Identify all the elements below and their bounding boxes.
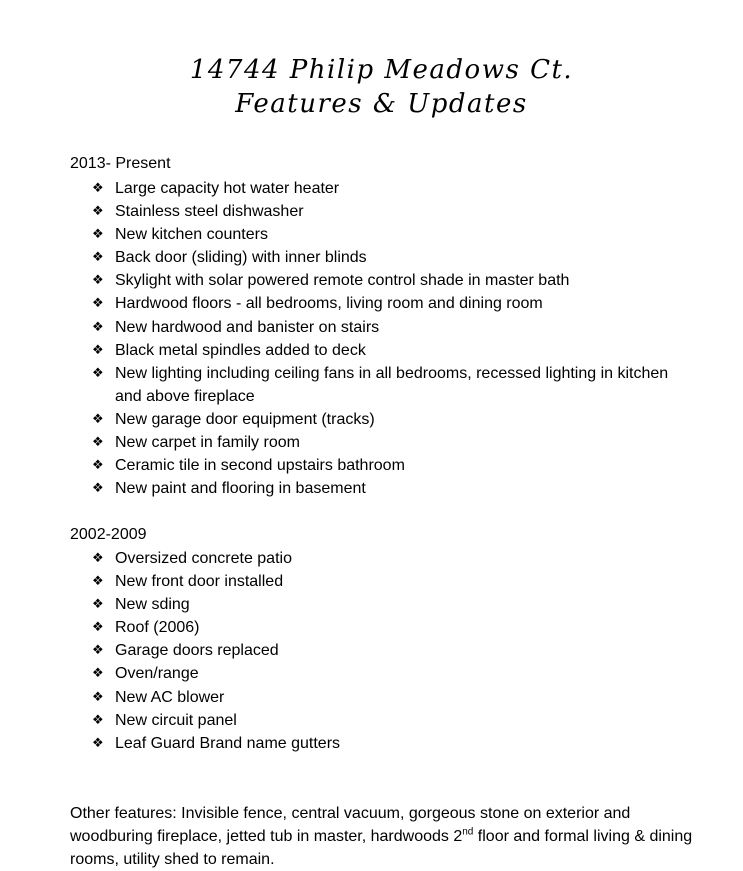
diamond-bullet-icon: ❖ bbox=[92, 342, 104, 358]
list-item bbox=[92, 547, 675, 570]
diamond-bullet-icon: ❖ bbox=[92, 296, 104, 312]
diamond-bullet-icon: ❖ bbox=[92, 689, 104, 705]
diamond-bullet-icon: ❖ bbox=[92, 551, 104, 566]
list-item-text: Back door (sliding) with inner blinds bbox=[115, 249, 367, 267]
list-item bbox=[92, 570, 675, 593]
list-item-text: New front door installed bbox=[115, 573, 284, 591]
list-item-text: New AC blower bbox=[115, 688, 225, 706]
section-heading-2002-2009: 2002-2009 bbox=[70, 526, 147, 543]
section-heading-2013-present: 2013- Present bbox=[70, 155, 171, 172]
diamond-bullet-icon: ❖ bbox=[92, 273, 104, 289]
diamond-bullet-icon: ❖ bbox=[92, 458, 104, 474]
list-item-text: Skylight with solar powered remote control shade in master bath bbox=[115, 272, 570, 290]
diamond-bullet-icon: ❖ bbox=[92, 712, 104, 728]
ordinal-suffix: nd bbox=[462, 826, 474, 838]
list-item-text: Oven/range bbox=[115, 665, 199, 683]
list-item-text: Roof (2006) bbox=[115, 619, 200, 637]
list-item bbox=[92, 616, 675, 639]
diamond-bullet-icon: ❖ bbox=[92, 481, 104, 497]
list-item-text: New kitchen counters bbox=[115, 226, 268, 244]
list-item-text: New lighting including ceiling fans in all bedrooms, recessed lighting in kitchen and above fireplace bbox=[115, 364, 669, 405]
list-item-text: New circuit panel bbox=[115, 711, 237, 729]
features-list-2002-2009 bbox=[92, 547, 675, 755]
list-item-text: Black metal spindles added to deck bbox=[115, 341, 366, 359]
diamond-bullet-icon: ❖ bbox=[92, 597, 104, 613]
features-list-2013-present bbox=[92, 177, 675, 500]
diamond-bullet-icon: ❖ bbox=[92, 204, 104, 220]
list-item-text: New paint and flooring in basement bbox=[115, 480, 366, 498]
diamond-bullet-icon: ❖ bbox=[92, 643, 104, 659]
list-item bbox=[92, 269, 675, 292]
list-item bbox=[92, 316, 675, 339]
list-item-text: New sding bbox=[115, 596, 190, 614]
list-item bbox=[92, 177, 675, 200]
diamond-bullet-icon: ❖ bbox=[92, 735, 104, 751]
diamond-bullet-icon: ❖ bbox=[92, 574, 104, 590]
document-title-line-2: Features & Updates bbox=[235, 89, 528, 119]
diamond-bullet-icon: ❖ bbox=[92, 227, 104, 243]
diamond-bullet-icon: ❖ bbox=[92, 319, 104, 335]
list-item-text: Stainless steel dishwasher bbox=[115, 203, 304, 221]
list-item bbox=[92, 246, 675, 269]
list-item-text: Ceramic tile in second upstairs bathroom bbox=[115, 457, 405, 475]
diamond-bullet-icon: ❖ bbox=[92, 411, 104, 427]
other-features-text: Other features: Invisible fence, central vacuum, gorgeous stone on exterior and woodburing fireplace, jetted tub in master, hardwoods 2 bbox=[70, 805, 631, 845]
list-item bbox=[92, 223, 675, 246]
list-item-text: Large capacity hot water heater bbox=[115, 180, 340, 197]
list-item bbox=[92, 732, 675, 755]
list-item bbox=[92, 362, 675, 408]
list-item bbox=[92, 477, 675, 500]
list-item bbox=[92, 709, 675, 732]
list-item bbox=[92, 662, 675, 685]
list-item bbox=[92, 639, 675, 662]
list-item-text: New garage door equipment (tracks) bbox=[115, 410, 375, 428]
list-item bbox=[92, 408, 675, 431]
list-item-text: Hardwood floors - all bedrooms, living room and dining room bbox=[115, 295, 543, 313]
list-item bbox=[92, 200, 675, 223]
list-item-text: Leaf Guard Brand name gutters bbox=[115, 734, 341, 752]
diamond-bullet-icon: ❖ bbox=[92, 435, 104, 451]
list-item-text: Garage doors replaced bbox=[115, 642, 279, 660]
list-item-text: New carpet in family room bbox=[115, 434, 300, 452]
diamond-bullet-icon: ❖ bbox=[92, 620, 104, 636]
other-features-text-end: floor and formal living & dining rooms, utility shed to remain. bbox=[70, 828, 693, 868]
list-item bbox=[92, 454, 675, 477]
other-features-paragraph bbox=[70, 802, 710, 871]
list-item-text: New hardwood and banister on stairs bbox=[115, 318, 380, 336]
diamond-bullet-icon: ❖ bbox=[92, 181, 104, 196]
diamond-bullet-icon: ❖ bbox=[92, 250, 104, 266]
diamond-bullet-icon: ❖ bbox=[92, 666, 104, 682]
list-item bbox=[92, 686, 675, 709]
diamond-bullet-icon: ❖ bbox=[92, 365, 104, 381]
document-title-line-1: 14744 Philip Meadows Ct. bbox=[189, 55, 574, 85]
list-item bbox=[92, 339, 675, 362]
list-item bbox=[92, 593, 675, 616]
list-item bbox=[92, 292, 675, 315]
list-item bbox=[92, 431, 675, 454]
list-item-text: Oversized concrete patio bbox=[115, 550, 292, 567]
